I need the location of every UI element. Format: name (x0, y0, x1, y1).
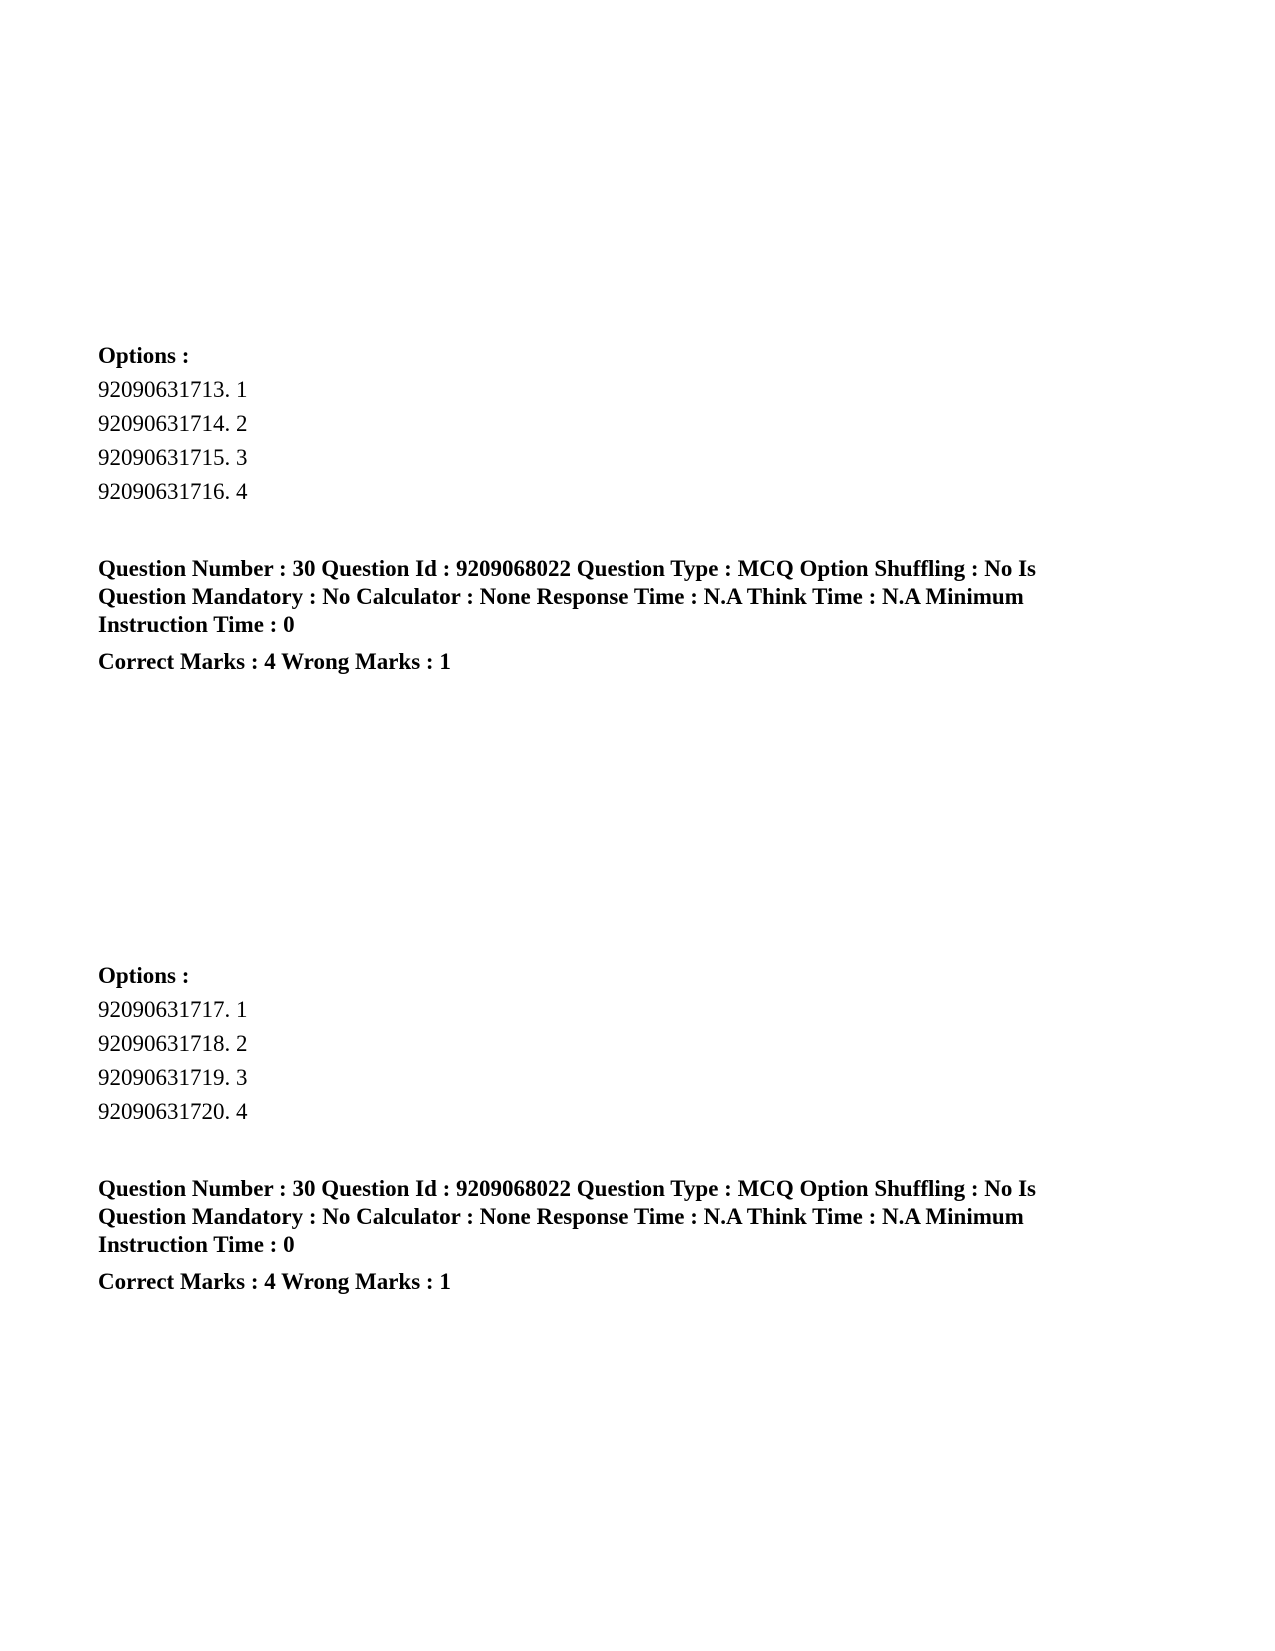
marks-line-2: Correct Marks : 4 Wrong Marks : 1 (98, 649, 451, 674)
option-line: 92090631720. 4 (98, 1099, 248, 1124)
question-meta-2 (98, 555, 1178, 639)
option-line: 92090631717. 1 (98, 997, 248, 1022)
option-line: 92090631715. 3 (98, 445, 248, 470)
option-line: 92090631714. 2 (98, 411, 248, 436)
meta-line: Question Mandatory : No Calculator : None Response Time : N.A Think Time : N.A Minimum (98, 584, 1024, 609)
options-heading-2: Options : (98, 963, 190, 988)
meta-line: Question Mandatory : No Calculator : None Response Time : N.A Think Time : N.A Minimum (98, 1204, 1024, 1229)
meta-line: Instruction Time : 0 (98, 612, 295, 637)
question-meta-3 (98, 1175, 1178, 1259)
option-line: 92090631713. 1 (98, 377, 248, 402)
option-line: 92090631719. 3 (98, 1065, 248, 1090)
options-heading-1: Options : (98, 343, 190, 368)
option-line: 92090631716. 4 (98, 479, 248, 504)
meta-line: Instruction Time : 0 (98, 1232, 295, 1257)
marks-line-3: Correct Marks : 4 Wrong Marks : 1 (98, 1269, 451, 1294)
meta-line: Question Number : 30 Question Id : 9209068022 Question Type : MCQ Option Shuffling : No Is (98, 1176, 1037, 1201)
option-line: 92090631718. 2 (98, 1031, 248, 1056)
meta-line: Question Number : 30 Question Id : 9209068022 Question Type : MCQ Option Shuffling : No Is (98, 556, 1037, 581)
